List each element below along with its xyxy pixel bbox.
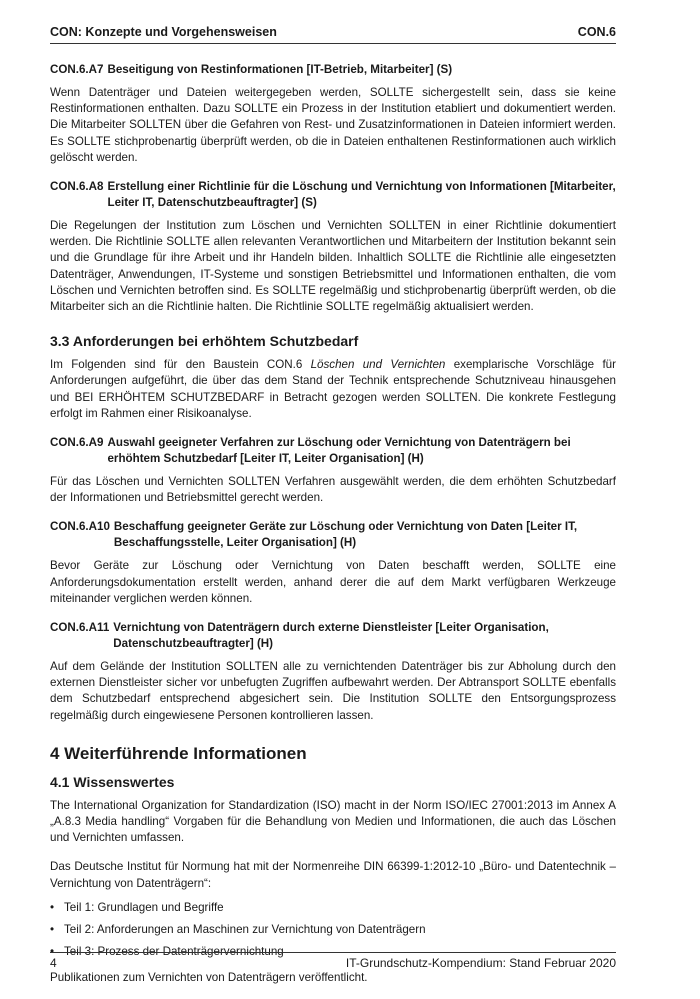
section-4-1-paragraph-3: Publikationen zum Vernichten von Datenträgern veröffentlicht.	[50, 970, 368, 984]
footer-edition: IT-Grundschutz-Kompendium: Stand Februar 2020	[345, 956, 616, 970]
chapter-4-heading: 4 Weiterführende Informationen	[50, 743, 307, 763]
header-module-id: CON.6	[577, 25, 616, 39]
requirement-id: CON.6.A9	[50, 436, 104, 450]
requirement-a8-title	[50, 179, 616, 211]
intro-text-end: exemplarische Vorschläge für Anforderungen aufgeführt, die über das dem Stand der Technik entsprechende Schutzniveau hinausgehen und BEI ERHÖHTEM SCHUTZBEDARF in Betracht gezogen werden SOLLTEN. Die konkrete Festlegung erfolgt im Rahmen einer Risikoanalyse.	[50, 358, 616, 420]
list-item	[50, 922, 616, 938]
bullet-icon: •	[50, 944, 55, 958]
requirement-a11-text: Auf dem Gelände der Institution SOLLTEN alle zu vernichtenden Datenträger bis zur Abholung durch den externen Dienstleister sicher vor unbefugten Zugriffen aufbewahrt werden. Der Abtransport SOLLTE ebenfalls dem Schutzbedarf entsprechend abgesichert sein. Die Institution SOLLTE den Entsorgungsprozess regelmäßig durch eingewiesene Personen kontrollieren lassen.	[50, 660, 616, 722]
requirement-a10-text: Bevor Geräte zur Löschung oder Vernichtung von Daten beschafft werden, SOLLTE eine Anforderungsdokumentation erstellt werden, anhand derer die auf dem Markt verfügbaren Werkzeuge miteinander verglichen werden können.	[50, 559, 616, 605]
requirement-heading: Beseitigung von Restinformationen [IT-Betrieb, Mitarbeiter] (S)	[107, 63, 453, 76]
requirement-a7-text: Wenn Datenträger und Dateien weitergegeben werden, SOLLTE sichergestellt sein, dass sie keine Restinformationen enthalten. Dazu SOLLTE ein Prozess in der Institution etabliert und dokumentiert werden. Die Mitarbeiter SOLLTEN über die Gefahren von Rest- und Zusatzinformationen in Dateien informiert werden. Es SOLLTE stichprobenartig überprüft werden, ob die in Dateien enthaltenen Restinformationen auch wirklich gelöscht werden.	[50, 86, 616, 164]
page-header	[50, 22, 616, 42]
din-parts-list	[50, 900, 616, 960]
page-content	[50, 62, 616, 999]
section-4-1-heading: 4.1 Wissenswertes	[50, 773, 175, 790]
header-chapter-title: CON: Konzepte und Vorgehensweisen	[50, 25, 277, 39]
requirement-a9-text: Für das Löschen und Vernichten SOLLTEN Verfahren ausgewählt werden, die dem erhöhten Schutzbedarf der Informationen und Betriebsmittel gerecht werden.	[50, 475, 616, 505]
requirement-heading: Erstellung einer Richtlinie für die Löschung und Vernichtung von Informationen [Mitarbeiter, Leiter IT, Datenschutzbeauftragter] (S)	[107, 180, 616, 210]
list-item-text: Teil 1: Grundlagen und Begriffe	[64, 900, 224, 914]
section-4-1-paragraph-1: The International Organization for Standardization (ISO) macht in der Norm ISO/IEC 27001:2013 im Annex A „A.8.3 Media handling“ Vorgaben für die Behandlung von Medien und Informationen, die auch das Löschen und Vernichten umfassen.	[50, 798, 616, 845]
list-item-text: Teil 3: Prozess der Datenträgervernichtung	[64, 944, 284, 958]
footer-divider	[50, 952, 616, 953]
module-name-italic: Löschen und Vernichten	[310, 358, 446, 372]
requirement-a11-title	[50, 620, 616, 652]
requirement-heading: Vernichtung von Datenträgern durch externe Dienstleister [Leiter Organisation, Datenschutzbeauftragter] (H)	[113, 621, 549, 651]
intro-text-start: Im Folgenden sind für den Baustein CON.6	[50, 358, 311, 372]
requirement-a10-title	[50, 519, 616, 551]
requirement-a8-text: Die Regelungen der Institution zum Löschen und Vernichten SOLLTEN in einer Richtlinie dokumentiert werden. Die Richtlinie SOLLTE allen relevanten Verantwortlichen und Mitarbeitern der Institution bekannt sein und die Grundlage für ihre Arbeit und ihr Handeln bilden. Inhaltlich SOLLTE die Richtlinie alle eingesetzten Datenträger, Anwendungen, IT-Systeme und sonstigen Betriebsmittel und Informationen enthalten, die vom Löschen und Vernichten betroffen sind. Es SOLLTE regelmäßig und stichprobenartig überprüft werden, ob die Mitarbeiter sich an die Richtlinie halten. Die Richtlinie SOLLTE regelmäßig aktualisiert werden.	[50, 219, 616, 314]
requirement-a7-title	[50, 62, 616, 78]
page-number: 4	[50, 956, 57, 970]
list-item	[50, 900, 616, 916]
requirement-id: CON.6.A11	[50, 621, 110, 635]
bullet-icon: •	[50, 900, 55, 914]
requirement-id: CON.6.A8	[50, 180, 104, 194]
page-footer	[50, 956, 616, 970]
section-3-3-text	[50, 357, 616, 422]
list-item-text: Teil 2: Anforderungen an Maschinen zur Vernichtung von Datenträgern	[64, 922, 426, 936]
requirement-id: CON.6.A7	[50, 63, 104, 76]
requirement-heading: Beschaffung geeigneter Geräte zur Löschung oder Vernichtung von Daten [Leiter IT, Beschaffungsstelle, Leiter Organisation] (H)	[113, 520, 578, 550]
section-4-1-paragraph-2: Das Deutsche Institut für Normung hat mit der Normenreihe DIN 66399-1:2012-10 „Büro- und Datentechnik – Vernichtung von Datenträgern“:	[50, 860, 616, 890]
requirement-heading: Auswahl geeigneter Verfahren zur Löschung oder Vernichtung von Datenträgern bei erhöhtem Schutzbedarf [Leiter IT, Leiter Organisation] (H)	[107, 436, 571, 466]
requirement-a9-title	[50, 435, 616, 467]
header-divider	[50, 43, 616, 44]
bullet-icon: •	[50, 922, 55, 936]
requirement-id: CON.6.A10	[50, 520, 110, 534]
section-3-3-heading: 3.3 Anforderungen bei erhöhtem Schutzbedarf	[50, 333, 359, 350]
